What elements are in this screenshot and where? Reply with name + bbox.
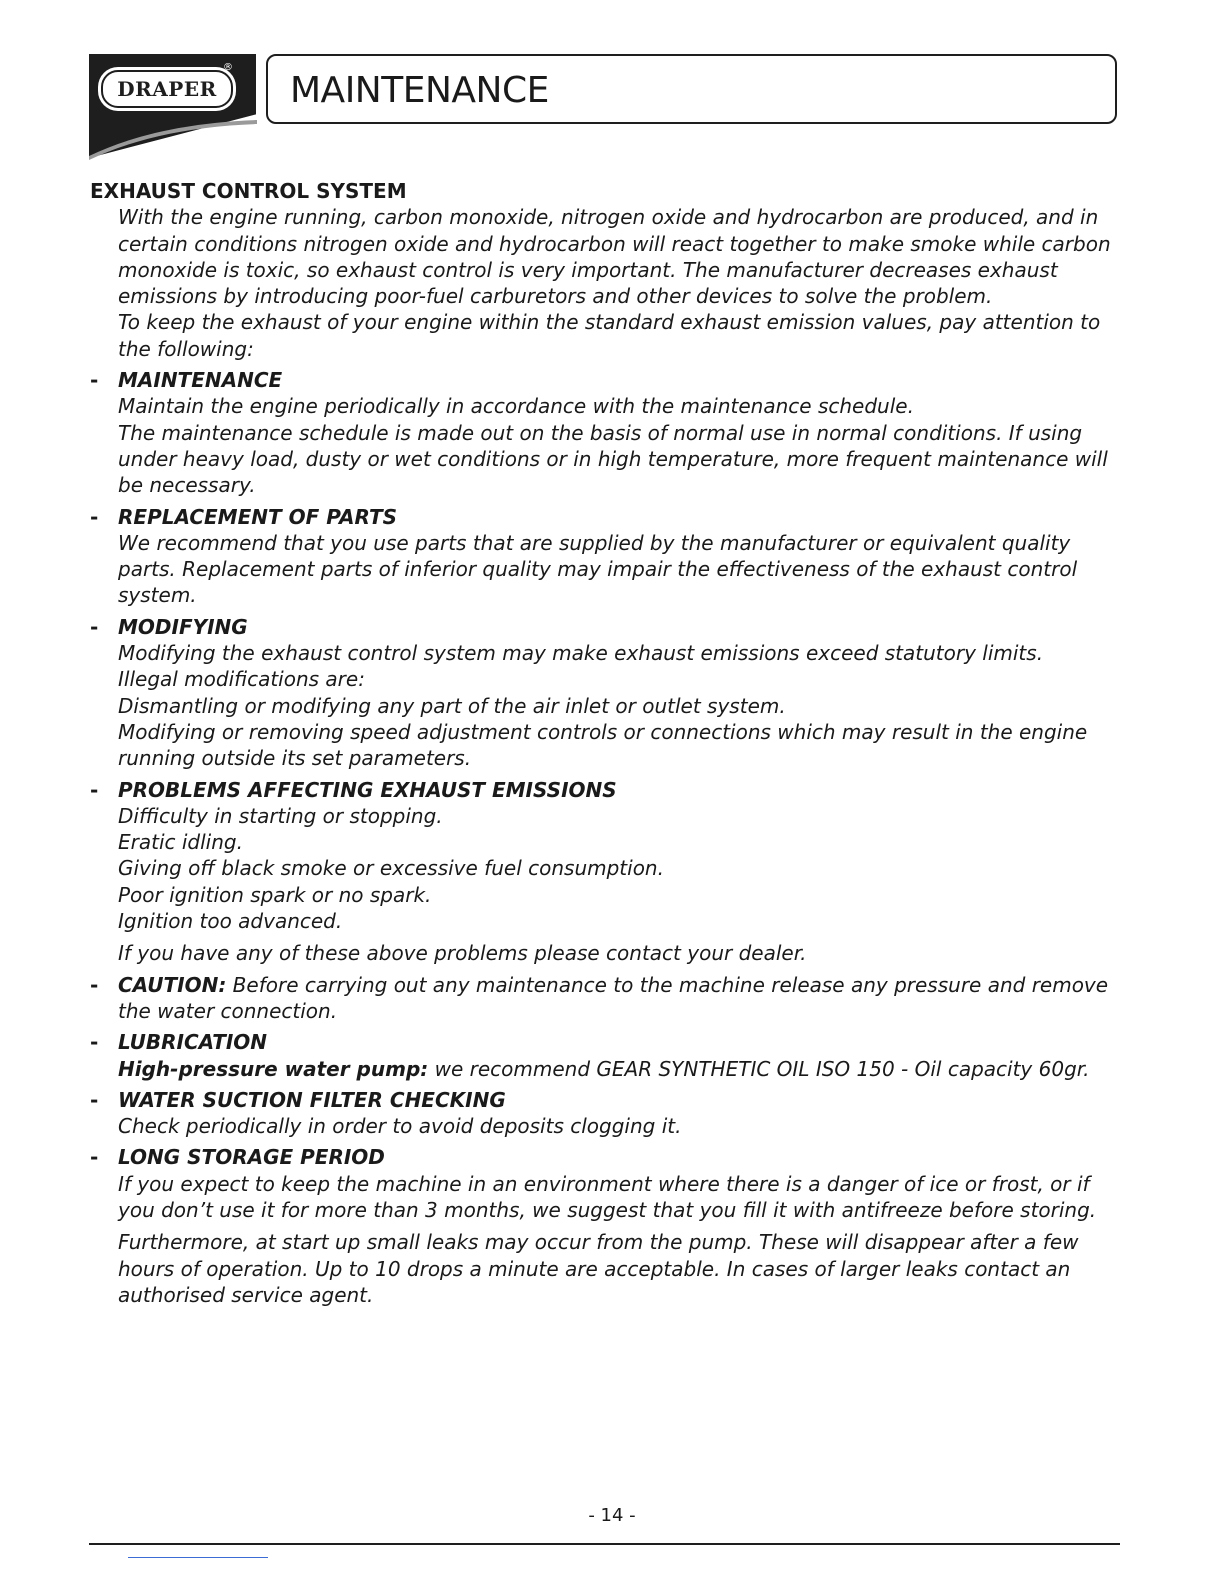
intro-paragraph-1: With the engine running, carbon monoxide, nitrogen oxide and hydrocarbon are produced, and in certain conditions nitrogen oxide and hydrocarbon will react together to make smoke while carbon monoxide is toxic, so exhaust control is very important. The manufacturer decreases exhaust emissions by introducing poor-fuel carburetors and other devices to solve the problem. xyxy=(118,205,1111,309)
item-text: we recommend GEAR SYNTHETIC OIL ISO 150 - Oil capacity 60gr. xyxy=(428,1056,1090,1081)
page-title-box xyxy=(266,54,1117,124)
registered-mark: ® xyxy=(223,62,233,73)
list-item-caution xyxy=(90,972,1122,1025)
item-text: The maintenance schedule is made out on the basis of normal use in normal conditions. If using under heavy load, dusty or wet conditions or in high temperature, more frequent maintenance will be necessary. xyxy=(118,420,1108,498)
list-item-filter xyxy=(90,1087,1122,1140)
list-item-maintenance xyxy=(90,367,1122,498)
item-text: Furthermore, at start up small leaks may occur from the pump. These will disappear after a few hours of operation. Up to 10 drops a minute are acceptable. In cases of larger leaks contact an authorised service agent. xyxy=(118,1230,1079,1307)
item-text: Illegal modifications are: xyxy=(118,667,365,692)
item-text: Modifying or removing speed adjustment controls or connections which may result in the engine running outside its set parameters. xyxy=(118,719,1088,771)
item-text: Poor ignition spark or no spark. xyxy=(118,882,432,907)
list-item-storage xyxy=(90,1144,1122,1308)
dash-bullet: - xyxy=(90,368,99,393)
item-text: Dismantling or modifying any part of the air inlet or outlet system. xyxy=(118,693,786,718)
page-number: - 14 - xyxy=(588,1505,636,1526)
caution-label: CAUTION: xyxy=(118,972,227,997)
item-text: If you have any of these above problems please contact your dealer. xyxy=(118,941,807,966)
footer-divider xyxy=(89,1543,1120,1545)
dash-bullet: - xyxy=(90,777,99,802)
item-title: PROBLEMS AFFECTING EXHAUST EMISSIONS xyxy=(118,777,617,802)
item-title: LONG STORAGE PERIOD xyxy=(118,1145,385,1170)
item-text: Difficulty in starting or stopping. xyxy=(118,803,443,828)
dash-bullet: - xyxy=(90,1087,99,1112)
footer-link-underline xyxy=(128,1557,268,1558)
lubrication-text xyxy=(118,1056,1122,1082)
list-item-modifying xyxy=(90,614,1122,772)
dash-bullet: - xyxy=(90,614,99,639)
logo-swoosh xyxy=(89,112,259,162)
draper-logo xyxy=(101,70,233,108)
document-body xyxy=(90,178,1122,1308)
dash-bullet: - xyxy=(90,972,99,997)
dash-bullet: - xyxy=(90,504,99,529)
list-item-replacement xyxy=(90,504,1122,609)
item-text: Maintain the engine periodically in accordance with the maintenance schedule. xyxy=(118,394,914,419)
dash-bullet: - xyxy=(90,1030,99,1055)
intro-paragraph-2: To keep the exhaust of your engine within the standard exhaust emission values, pay attention to the following: xyxy=(118,310,1101,361)
item-text: Modifying the exhaust control system may make exhaust emissions exceed statutory limits. xyxy=(118,641,1044,666)
item-title: MODIFYING xyxy=(118,614,248,639)
item-title: LUBRICATION xyxy=(118,1030,268,1055)
page-title: MAINTENANCE xyxy=(290,70,549,111)
item-title: REPLACEMENT OF PARTS xyxy=(118,504,398,529)
lubrication-label: High-pressure water pump: xyxy=(118,1056,429,1081)
item-text: We recommend that you use parts that are supplied by the manufacturer or equivalent quality parts. Replacement parts of inferior quality may impair the effectiveness of the exhaust control system. xyxy=(118,530,1078,608)
dash-bullet: - xyxy=(90,1145,99,1170)
item-title: WATER SUCTION FILTER CHECKING xyxy=(118,1087,506,1112)
item-text: Before carrying out any maintenance to the machine release any pressure and remove the water connection. xyxy=(118,972,1109,1023)
item-text: Giving off black smoke or excessive fuel consumption. xyxy=(118,856,664,881)
logo-text: DRAPER xyxy=(117,77,217,101)
list-item-problems xyxy=(90,777,1122,967)
item-text: Ignition too advanced. xyxy=(118,909,343,934)
list-item-lubrication xyxy=(90,1029,1122,1082)
item-text: Eratic idling. xyxy=(118,830,243,855)
item-title: MAINTENANCE xyxy=(118,368,283,393)
item-text: Check periodically in order to avoid deposits clogging it. xyxy=(118,1114,682,1139)
item-text: If you expect to keep the machine in an environment where there is a danger of ice or frost, or if you don’t use it for more than 3 months, we suggest that you fill it with antifreeze before storing. xyxy=(118,1171,1097,1222)
section-heading: EXHAUST CONTROL SYSTEM xyxy=(90,179,407,203)
caution-text xyxy=(118,972,1122,1025)
